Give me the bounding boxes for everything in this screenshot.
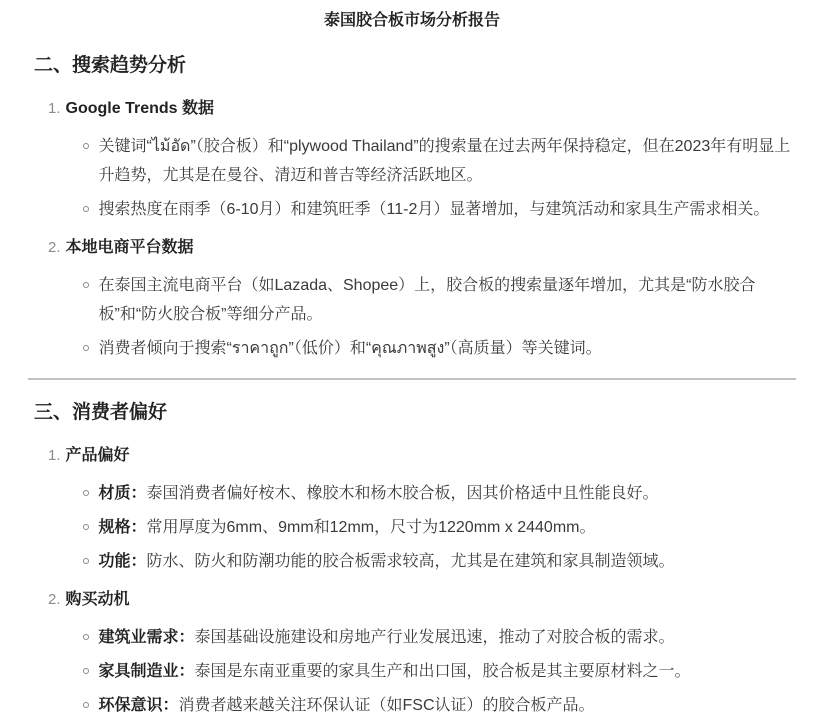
list-item: [48, 589, 796, 725]
bullet-circle-icon: [83, 206, 89, 212]
bullet-list: [66, 479, 796, 576]
list-item-number: 2.: [48, 591, 61, 608]
ordered-list: [28, 98, 796, 368]
bullet-circle-icon: [83, 490, 89, 496]
bullet-circle-icon: [83, 345, 89, 351]
bullet-item: [66, 271, 796, 329]
bullet-label: 功能：: [98, 553, 147, 570]
section-consumer-preferences: [28, 400, 796, 725]
list-item-content: [66, 589, 796, 725]
bullet-item: [66, 479, 796, 508]
list-item-number: 1.: [48, 100, 61, 117]
bullet-text: 泰国基础设施建设和房地产行业发展迅速，推动了对胶合板的需求。: [194, 629, 675, 646]
bullet-label: 规格：: [98, 519, 147, 536]
bullet-circle-icon: [83, 524, 89, 530]
list-item-content: [66, 98, 796, 229]
bullet-circle-icon: [83, 634, 89, 640]
list-item-number: 2.: [48, 239, 61, 256]
list-item-number: 1.: [48, 447, 61, 464]
bullet-label: 建筑业需求：: [98, 629, 195, 646]
bullet-text: 在泰国主流电商平台（如Lazada、Shopee）上，胶合板的搜索量逐年增加，尤其是“防水胶合板”和“防火胶合板”等细分产品。: [98, 277, 756, 323]
section-divider: [28, 378, 796, 380]
bullet-item: [66, 623, 796, 652]
bullet-circle-icon: [83, 702, 89, 708]
list-item-title: Google Trends 数据: [65, 100, 214, 117]
bullet-item: [66, 691, 796, 720]
bullet-item: [66, 547, 796, 576]
bullet-text: 消费者越来越关注环保认证（如FSC认证）的胶合板产品。: [178, 697, 595, 714]
bullet-item: [66, 513, 796, 542]
list-item-content: [66, 445, 796, 581]
list-item: [48, 98, 796, 229]
section-heading: 二、搜索趋势分析: [34, 55, 187, 76]
bullet-list: [66, 623, 796, 720]
bullet-list: [66, 271, 796, 363]
list-item: [48, 237, 796, 368]
page-title: 泰国胶合板市场分析报告: [323, 12, 500, 29]
bullet-circle-icon: [83, 143, 89, 149]
list-item-title: 产品偏好: [65, 447, 130, 464]
bullet-item: [66, 657, 796, 686]
section-search-trends: [28, 53, 796, 368]
bullet-circle-icon: [83, 668, 89, 674]
section-heading: 三、消费者偏好: [34, 402, 168, 423]
list-item: [48, 445, 796, 581]
bullet-text: 常用厚度为6mm、9mm和12mm，尺寸为1220mm x 2440mm。: [146, 519, 596, 536]
bullet-label: 环保意识：: [98, 697, 179, 714]
list-item-content: [66, 237, 796, 368]
bullet-item: [66, 132, 796, 190]
ordered-list: [28, 445, 796, 725]
bullet-item: [66, 334, 796, 363]
list-item-title: 本地电商平台数据: [65, 239, 194, 256]
bullet-text: 关键词“ไม้อัด”（胶合板）和“plywood Thailand”的搜索量在过去两年保持稳定，但在2023年有明显上升趋势，尤其是在曼谷、清迈和普吉等经济活跃地区。: [98, 138, 791, 184]
bullet-list: [66, 132, 796, 224]
bullet-text: 消费者倾向于搜索“ราคาถูก”（低价）和“คุณภาพสูง”（高质量）等关键词。: [98, 340, 602, 357]
list-item-title: 购买动机: [65, 591, 130, 608]
bullet-text: 搜索热度在雨季（6-10月）和建筑旺季（11-2月）显著增加，与建筑活动和家具生产需求相关。: [98, 201, 770, 218]
bullet-text: 防水、防火和防潮功能的胶合板需求较高，尤其是在建筑和家具制造领域。: [146, 553, 675, 570]
bullet-item: [66, 195, 796, 224]
bullet-label: 材质：: [98, 485, 147, 502]
bullet-text: 泰国消费者偏好桉木、橡胶木和杨木胶合板，因其价格适中且性能良好。: [146, 485, 659, 502]
bullet-label: 家具制造业：: [98, 663, 195, 680]
bullet-circle-icon: [83, 558, 89, 564]
bullet-text: 泰国是东南亚重要的家具生产和出口国，胶合板是其主要原材料之一。: [194, 663, 691, 680]
bullet-circle-icon: [83, 282, 89, 288]
